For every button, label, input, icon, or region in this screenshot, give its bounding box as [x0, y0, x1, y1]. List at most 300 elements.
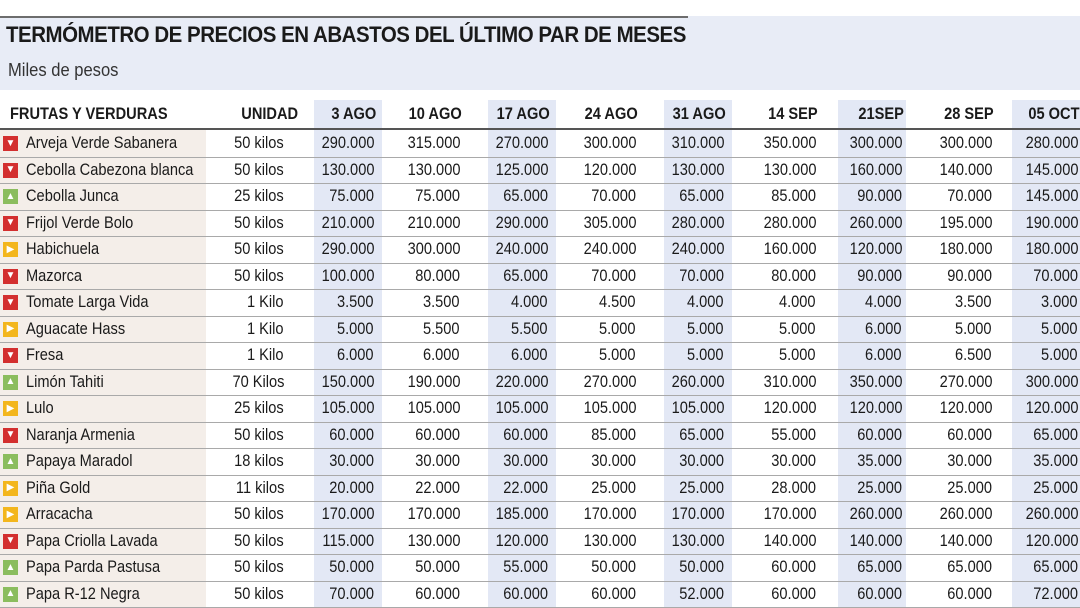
price-value: 70.000 — [1033, 265, 1078, 285]
price-value: 5.000 — [779, 318, 816, 338]
price-value: 170.000 — [321, 504, 374, 524]
price-cell — [924, 369, 992, 396]
price-cell — [924, 475, 992, 502]
price-value: 70.000 — [591, 186, 636, 206]
price-cell — [836, 236, 902, 263]
product-label: Fresa — [26, 345, 64, 365]
price-cell — [1008, 289, 1078, 316]
price-value: 100.000 — [321, 265, 374, 285]
column-header-label: 24 AGO — [584, 104, 638, 123]
price-value: 120.000 — [1025, 398, 1078, 418]
table-row — [0, 157, 1080, 185]
price-value: 6.000 — [337, 345, 374, 365]
price-cell — [480, 289, 548, 316]
product-label: Tomate Larga Vida — [26, 292, 149, 312]
column-header-label: FRUTAS Y VERDURAS — [10, 104, 168, 123]
price-value: 115.000 — [322, 530, 374, 550]
price-value: 5.000 — [599, 318, 636, 338]
page-title: TERMÓMETRO DE PRECIOS EN ABASTOS DEL ÚLTIMO PAR DE MESES — [6, 22, 686, 47]
price-cell — [392, 475, 460, 502]
unit-cell — [206, 130, 284, 157]
price-cell — [924, 395, 992, 422]
table-row — [0, 236, 1080, 264]
price-cell — [836, 183, 902, 210]
price-cell — [924, 342, 992, 369]
table-row — [0, 130, 1080, 158]
price-cell — [480, 210, 548, 237]
price-value: 30.000 — [503, 451, 548, 471]
price-value: 350.000 — [849, 371, 902, 391]
price-cell — [656, 369, 724, 396]
column-header-label: 17 AGO — [496, 104, 550, 123]
price-cell — [310, 263, 374, 290]
price-value: 170.000 — [583, 504, 636, 524]
price-cell — [748, 528, 816, 555]
price-value: 260.000 — [1025, 504, 1078, 524]
price-cell — [924, 210, 992, 237]
price-value: 85.000 — [591, 424, 636, 444]
price-cell — [310, 130, 374, 157]
price-value: 60.000 — [947, 424, 992, 444]
product-label: Limón Tahiti — [26, 371, 104, 391]
price-value: 4.500 — [599, 292, 636, 312]
column-header-label: 10 AGO — [408, 104, 462, 123]
price-cell — [924, 263, 992, 290]
product-label: Arveja Verde Sabanera — [26, 133, 178, 153]
unit-label: 70 Kilos — [231, 371, 284, 391]
product-label: Cebolla Junca — [26, 186, 119, 206]
price-cell — [480, 528, 548, 555]
price-cell — [310, 448, 374, 475]
price-cell — [836, 528, 902, 555]
price-cell — [924, 554, 992, 581]
unit-cell — [206, 342, 284, 369]
price-cell — [568, 422, 636, 449]
unit-label: 50 kilos — [234, 159, 284, 179]
price-cell — [836, 554, 902, 581]
price-cell — [836, 342, 902, 369]
price-value: 60.000 — [771, 557, 816, 577]
price-cell — [1008, 342, 1078, 369]
price-value: 140.000 — [763, 530, 816, 550]
table-row — [0, 528, 1080, 556]
price-value: 260.000 — [939, 504, 992, 524]
price-value: 130.000 — [407, 530, 460, 550]
column-header — [314, 100, 376, 128]
price-cell — [568, 369, 636, 396]
price-value: 105.000 — [583, 398, 636, 418]
column-header-label: UNIDAD — [241, 104, 298, 123]
price-value: 130.000 — [321, 159, 374, 179]
page-subtitle: Miles de pesos — [8, 60, 119, 80]
price-cell — [836, 210, 902, 237]
price-cell — [924, 422, 992, 449]
price-value: 50.000 — [679, 557, 724, 577]
price-value: 25.000 — [591, 477, 636, 497]
price-value: 30.000 — [329, 451, 374, 471]
unit-cell — [206, 369, 284, 396]
price-value: 270.000 — [495, 133, 548, 153]
price-cell — [568, 210, 636, 237]
price-value: 130.000 — [407, 159, 460, 179]
price-value: 4.000 — [687, 292, 724, 312]
price-value: 3.500 — [337, 292, 374, 312]
price-value: 300.000 — [849, 133, 902, 153]
price-value: 120.000 — [763, 398, 816, 418]
price-cell — [310, 289, 374, 316]
price-cell — [392, 369, 460, 396]
price-cell — [1008, 130, 1078, 157]
unit-cell — [206, 554, 284, 581]
price-value: 350.000 — [763, 133, 816, 153]
product-label: Papa Criolla Lavada — [26, 530, 158, 550]
price-cell — [1008, 183, 1078, 210]
price-value: 35.000 — [1033, 451, 1078, 471]
price-cell — [748, 342, 816, 369]
up-arrow-icon: ▲ — [3, 375, 18, 390]
price-cell — [748, 157, 816, 184]
price-value: 140.000 — [849, 530, 902, 550]
price-value: 65.000 — [947, 557, 992, 577]
price-cell — [568, 236, 636, 263]
price-value: 5.500 — [511, 318, 548, 338]
price-value: 90.000 — [947, 265, 992, 285]
price-value: 55.000 — [771, 424, 816, 444]
price-value: 22.000 — [415, 477, 460, 497]
product-name — [26, 289, 206, 316]
price-cell — [392, 263, 460, 290]
price-cell — [748, 316, 816, 343]
price-value: 20.000 — [329, 477, 374, 497]
price-value: 240.000 — [583, 239, 636, 259]
price-value: 60.000 — [591, 583, 636, 603]
unit-cell — [206, 448, 284, 475]
right-arrow-icon: ▶ — [3, 481, 18, 496]
price-cell — [836, 475, 902, 502]
price-value: 52.000 — [679, 583, 724, 603]
column-header — [10, 100, 200, 128]
price-value: 4.000 — [511, 292, 548, 312]
price-value: 310.000 — [671, 133, 724, 153]
price-value: 280.000 — [671, 212, 724, 232]
price-cell — [568, 501, 636, 528]
header-rule — [0, 16, 688, 18]
product-label: Papa Parda Pastusa — [26, 557, 161, 577]
product-label: Cebolla Cabezona blanca — [26, 159, 194, 179]
unit-cell — [206, 157, 284, 184]
price-value: 6.000 — [865, 318, 902, 338]
price-value: 170.000 — [407, 504, 460, 524]
table-header-row — [0, 100, 1080, 130]
column-header — [1012, 100, 1080, 128]
price-value: 130.000 — [671, 159, 724, 179]
price-value: 5.000 — [599, 345, 636, 365]
down-arrow-icon: ▼ — [3, 269, 18, 284]
price-value: 140.000 — [939, 159, 992, 179]
product-name — [26, 369, 206, 396]
product-name — [26, 236, 206, 263]
price-value: 60.000 — [415, 424, 460, 444]
column-header — [222, 100, 298, 128]
price-cell — [392, 183, 460, 210]
price-cell — [656, 263, 724, 290]
table-row — [0, 210, 1080, 238]
unit-cell — [206, 581, 284, 608]
price-cell — [836, 157, 902, 184]
price-cell — [924, 236, 992, 263]
price-cell — [480, 316, 548, 343]
price-cell — [924, 183, 992, 210]
unit-cell — [206, 236, 284, 263]
unit-cell — [206, 501, 284, 528]
up-arrow-icon: ▲ — [3, 189, 18, 204]
price-value: 30.000 — [591, 451, 636, 471]
price-cell — [480, 157, 548, 184]
product-label: Naranja Armenia — [26, 424, 135, 444]
price-cell — [748, 369, 816, 396]
price-cell — [1008, 422, 1078, 449]
table-row — [0, 369, 1080, 397]
price-cell — [568, 581, 636, 608]
price-value: 60.000 — [503, 583, 548, 603]
price-value: 290.000 — [321, 239, 374, 259]
down-arrow-icon: ▼ — [3, 295, 18, 310]
price-cell — [392, 554, 460, 581]
price-value: 50.000 — [415, 557, 460, 577]
down-arrow-icon: ▼ — [3, 348, 18, 363]
price-value: 280.000 — [763, 212, 816, 232]
price-cell — [748, 581, 816, 608]
product-name — [26, 422, 206, 449]
price-value: 30.000 — [771, 451, 816, 471]
price-cell — [656, 501, 724, 528]
price-cell — [836, 501, 902, 528]
price-value: 220.000 — [495, 371, 548, 391]
price-value: 30.000 — [415, 451, 460, 471]
price-cell — [392, 528, 460, 555]
price-value: 240.000 — [671, 239, 724, 259]
price-value: 195.000 — [939, 212, 992, 232]
price-value: 30.000 — [947, 451, 992, 471]
unit-cell — [206, 316, 284, 343]
price-value: 65.000 — [679, 186, 724, 206]
price-cell — [480, 554, 548, 581]
product-name — [26, 130, 206, 157]
price-cell — [392, 448, 460, 475]
price-value: 5.000 — [337, 318, 374, 338]
price-cell — [480, 475, 548, 502]
price-cell — [836, 395, 902, 422]
price-cell — [656, 554, 724, 581]
table-row — [0, 342, 1080, 370]
price-value: 105.000 — [495, 398, 548, 418]
price-cell — [656, 395, 724, 422]
price-value: 260.000 — [671, 371, 724, 391]
price-value: 22.000 — [503, 477, 548, 497]
price-cell — [310, 183, 374, 210]
price-value: 25.000 — [679, 477, 724, 497]
price-value: 60.000 — [857, 583, 902, 603]
price-value: 315.000 — [407, 133, 460, 153]
product-name — [26, 528, 206, 555]
price-value: 60.000 — [771, 583, 816, 603]
price-cell — [392, 157, 460, 184]
table-row — [0, 422, 1080, 450]
product-name — [26, 342, 206, 369]
price-cell — [392, 289, 460, 316]
price-value: 65.000 — [503, 186, 548, 206]
price-cell — [568, 157, 636, 184]
price-cell — [310, 475, 374, 502]
price-cell — [480, 448, 548, 475]
price-value: 300.000 — [939, 133, 992, 153]
price-cell — [310, 369, 374, 396]
price-value: 300.000 — [407, 239, 460, 259]
down-arrow-icon: ▼ — [3, 136, 18, 151]
price-value: 170.000 — [671, 504, 724, 524]
product-name — [26, 183, 206, 210]
price-value: 5.500 — [423, 318, 460, 338]
price-value: 90.000 — [857, 265, 902, 285]
unit-cell — [206, 263, 284, 290]
unit-label: 50 kilos — [234, 530, 284, 550]
right-arrow-icon: ▶ — [3, 242, 18, 257]
table-row — [0, 395, 1080, 423]
unit-cell — [206, 289, 284, 316]
price-value: 160.000 — [849, 159, 902, 179]
price-value: 30.000 — [679, 451, 724, 471]
price-value: 80.000 — [415, 265, 460, 285]
price-value: 65.000 — [503, 265, 548, 285]
price-value: 240.000 — [495, 239, 548, 259]
price-value: 6.000 — [423, 345, 460, 365]
unit-label: 18 kilos — [234, 451, 284, 471]
price-value: 25.000 — [1033, 477, 1078, 497]
unit-label: 50 kilos — [234, 212, 284, 232]
price-value: 5.000 — [779, 345, 816, 365]
price-value: 35.000 — [857, 451, 902, 471]
price-cell — [568, 183, 636, 210]
price-value: 55.000 — [503, 557, 548, 577]
price-cell — [1008, 448, 1078, 475]
unit-cell — [206, 395, 284, 422]
price-value: 145.000 — [1025, 186, 1078, 206]
price-value: 120.000 — [1025, 530, 1078, 550]
price-value: 25.000 — [947, 477, 992, 497]
price-value: 5.000 — [1041, 318, 1078, 338]
product-name — [26, 210, 206, 237]
product-name — [26, 395, 206, 422]
price-cell — [748, 475, 816, 502]
price-cell — [656, 130, 724, 157]
price-value: 120.000 — [495, 530, 548, 550]
price-cell — [1008, 210, 1078, 237]
price-cell — [748, 263, 816, 290]
price-cell — [656, 581, 724, 608]
price-value: 125.000 — [495, 159, 548, 179]
price-cell — [656, 289, 724, 316]
price-cell — [836, 369, 902, 396]
down-arrow-icon: ▼ — [3, 428, 18, 443]
price-cell — [924, 581, 992, 608]
price-value: 270.000 — [583, 371, 636, 391]
price-value: 50.000 — [329, 557, 374, 577]
price-cell — [568, 475, 636, 502]
unit-label: 50 kilos — [234, 133, 284, 153]
price-cell — [924, 157, 992, 184]
price-cell — [748, 501, 816, 528]
price-value: 190.000 — [1025, 212, 1078, 232]
price-value: 290.000 — [321, 133, 374, 153]
price-value: 70.000 — [947, 186, 992, 206]
price-value: 260.000 — [849, 504, 902, 524]
price-cell — [924, 316, 992, 343]
price-cell — [310, 157, 374, 184]
price-value: 60.000 — [415, 583, 460, 603]
price-value: 3.000 — [1041, 292, 1078, 312]
product-name — [26, 554, 206, 581]
price-value: 270.000 — [939, 371, 992, 391]
price-cell — [1008, 236, 1078, 263]
price-cell — [656, 316, 724, 343]
price-value: 50.000 — [591, 557, 636, 577]
price-value: 130.000 — [583, 530, 636, 550]
price-cell — [392, 210, 460, 237]
price-cell — [310, 501, 374, 528]
price-cell — [748, 130, 816, 157]
product-name — [26, 581, 206, 608]
price-cell — [392, 422, 460, 449]
price-value: 290.000 — [495, 212, 548, 232]
price-cell — [310, 422, 374, 449]
price-value: 70.000 — [329, 583, 374, 603]
price-cell — [1008, 581, 1078, 608]
price-cell — [392, 316, 460, 343]
price-value: 4.000 — [865, 292, 902, 312]
price-cell — [480, 422, 548, 449]
price-cell — [836, 263, 902, 290]
price-cell — [656, 528, 724, 555]
price-value: 60.000 — [503, 424, 548, 444]
price-cell — [568, 554, 636, 581]
price-cell — [924, 501, 992, 528]
price-cell — [568, 263, 636, 290]
unit-cell — [206, 528, 284, 555]
price-cell — [568, 289, 636, 316]
price-value: 5.000 — [687, 318, 724, 338]
price-value: 190.000 — [407, 371, 460, 391]
price-value: 145.000 — [1025, 159, 1078, 179]
unit-label: 50 kilos — [234, 504, 284, 524]
price-value: 6.000 — [865, 345, 902, 365]
price-cell — [748, 422, 816, 449]
table-row — [0, 263, 1080, 291]
column-header — [840, 100, 904, 128]
product-name — [26, 157, 206, 184]
product-label: Frijol Verde Bolo — [26, 212, 134, 232]
price-cell — [748, 554, 816, 581]
price-value: 5.000 — [1041, 345, 1078, 365]
price-cell — [1008, 369, 1078, 396]
price-cell — [656, 210, 724, 237]
column-header-label: 14 SEP — [768, 104, 818, 123]
price-value: 120.000 — [583, 159, 636, 179]
price-cell — [392, 342, 460, 369]
product-name — [26, 448, 206, 475]
product-label: Papa R-12 Negra — [26, 583, 140, 603]
unit-cell — [206, 183, 284, 210]
price-value: 65.000 — [679, 424, 724, 444]
